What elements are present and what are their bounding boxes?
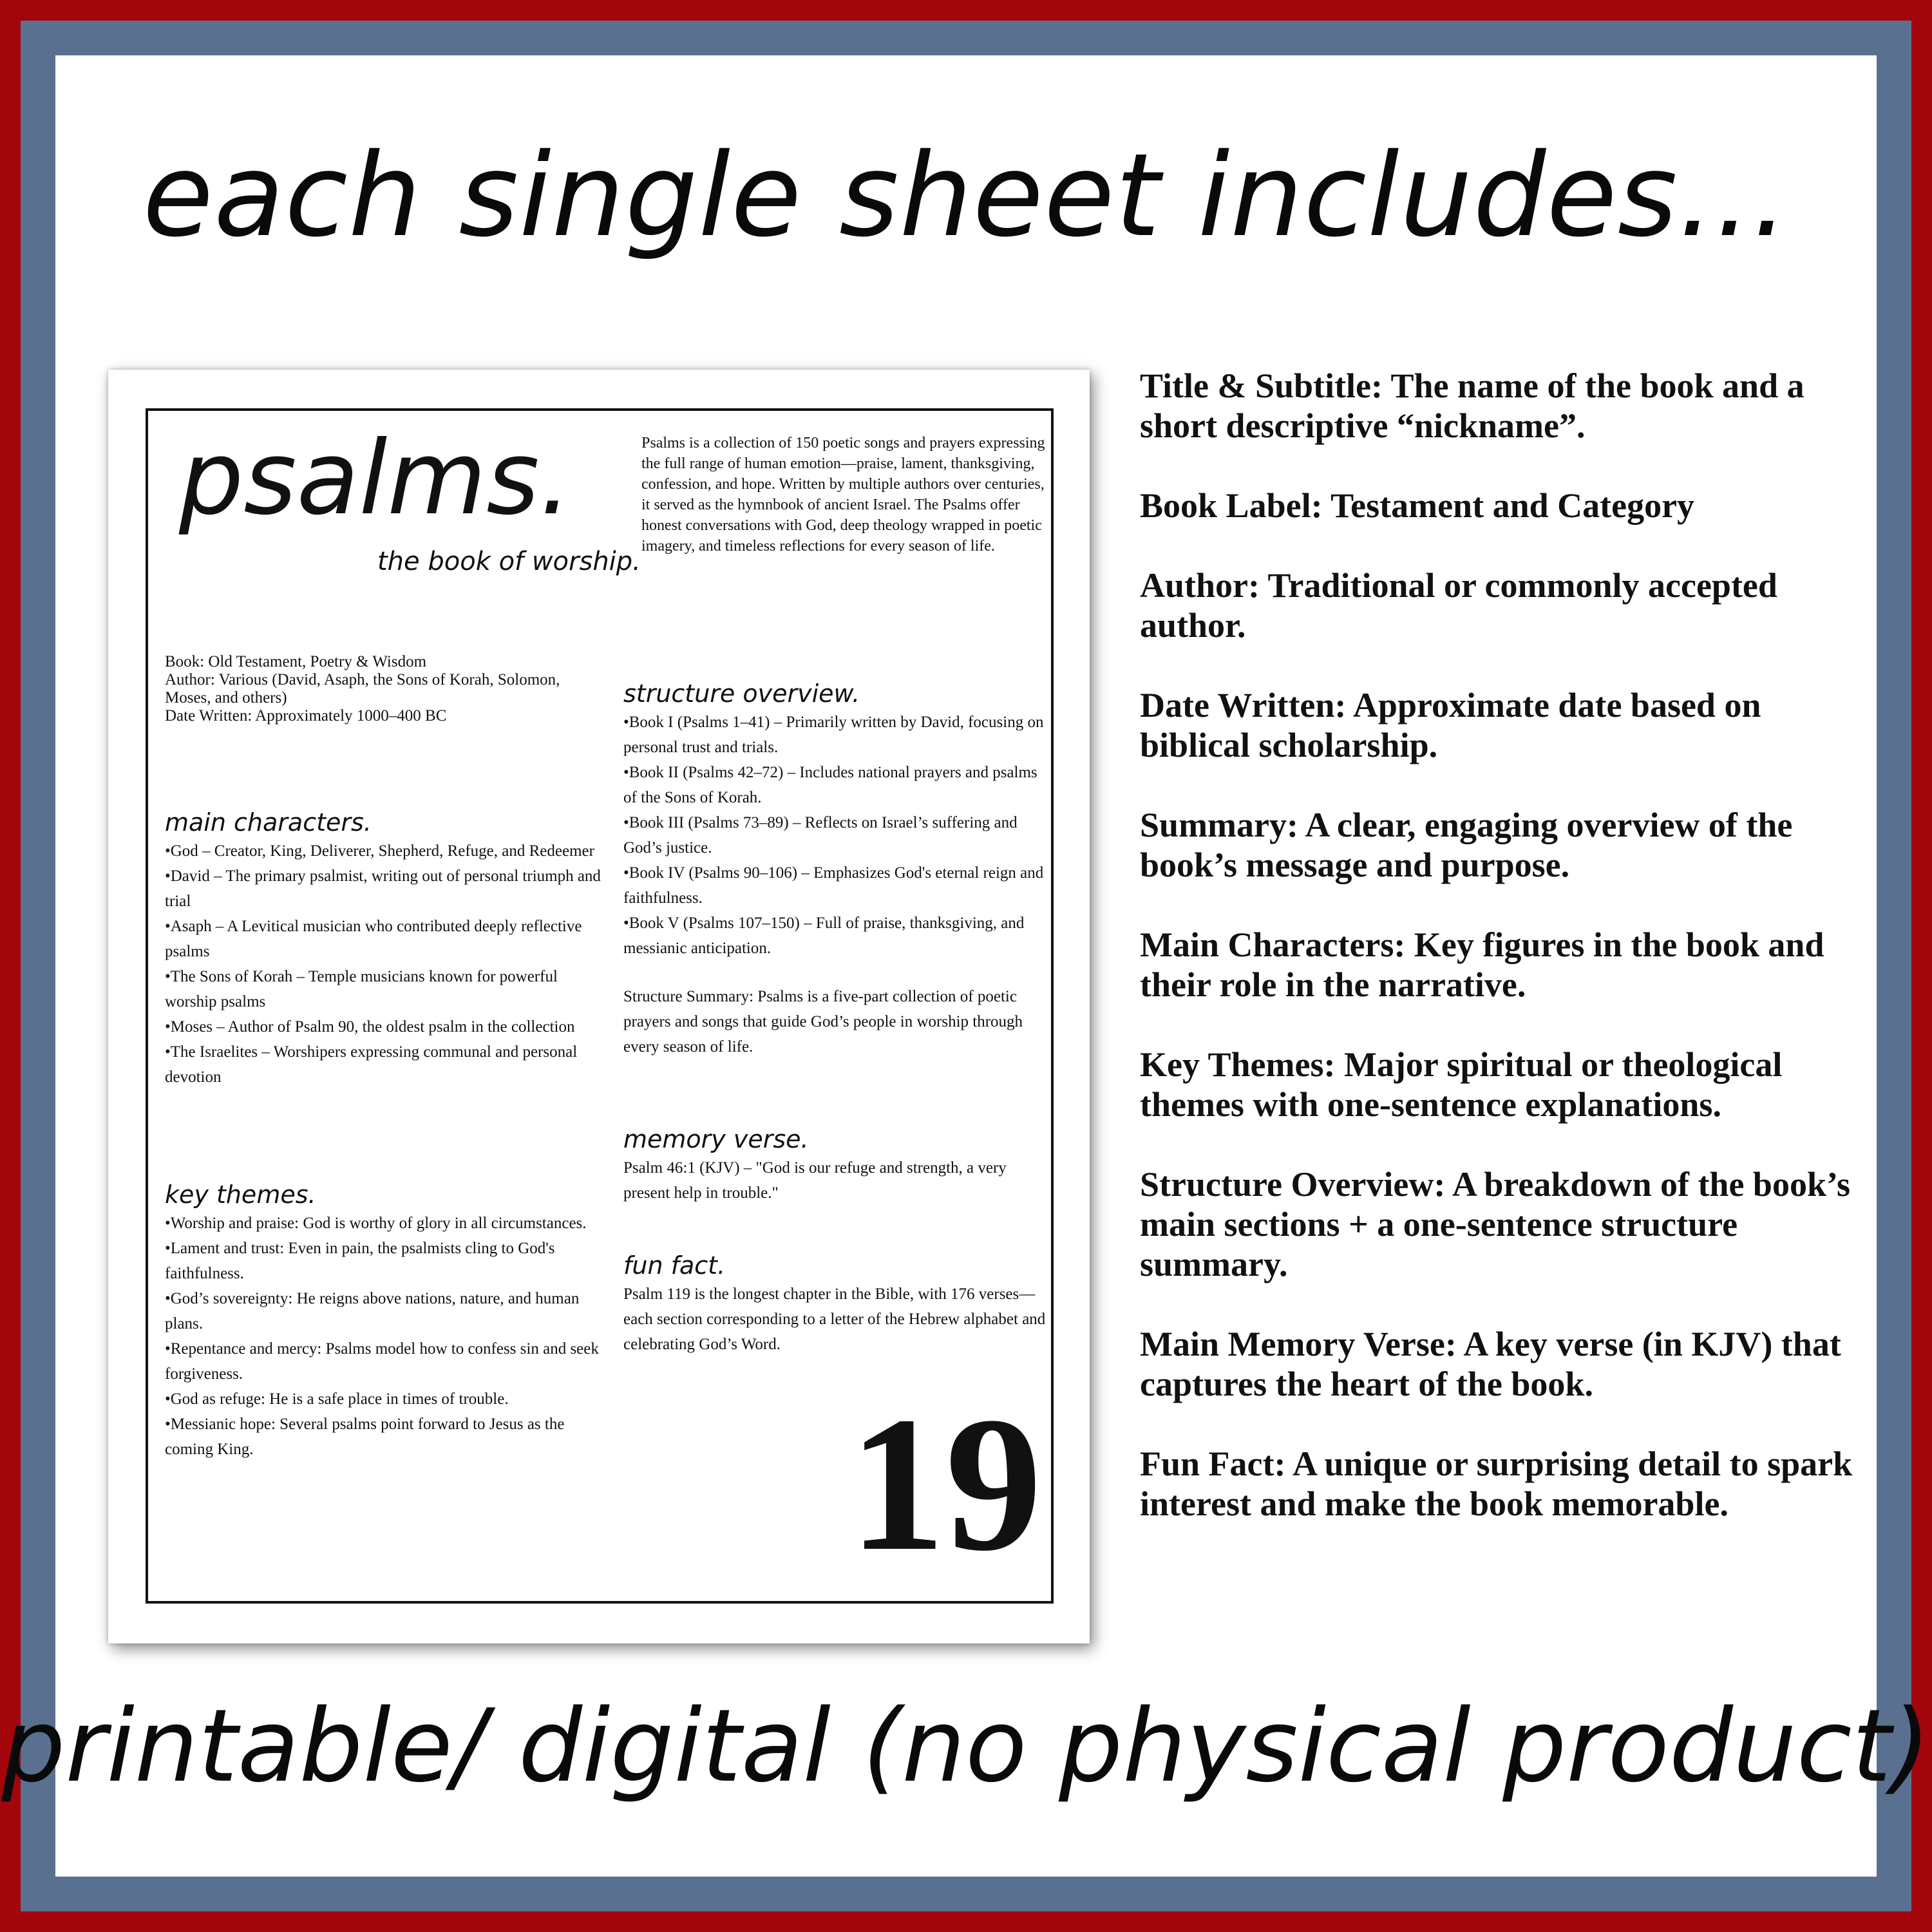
meta-date: Date Written: Approximately 1000–400 BC (165, 707, 447, 724)
structure-summary: Structure Summary: Psalms is a five-part collection of poetic prayers and songs that guide God’s people in worship through every season of life. (623, 988, 1023, 1056)
memory-verse-section (623, 1124, 1048, 1206)
features-list (1140, 366, 1868, 1564)
list-item: •Book II (Psalms 42–72) – Includes national prayers and psalms of the Sons of Korah. (623, 764, 1037, 806)
feature-item: Key Themes: Major spiritual or theological themes with one-sentence explanations. (1140, 1045, 1783, 1124)
feature-item: Summary: A clear, engaging overview of the book’s message and purpose. (1140, 806, 1793, 884)
feature-item: Date Written: Approximate date based on biblical scholarship. (1140, 686, 1761, 764)
feature-item: Main Memory Verse: A key verse (in KJV) that captures the heart of the book. (1140, 1325, 1841, 1403)
structure-list (623, 710, 1048, 1059)
list-item: •Book III (Psalms 73–89) – Reflects on Israel’s suffering and God’s justice. (623, 814, 1018, 857)
structure-section (623, 679, 1048, 1059)
sheet-meta (165, 653, 603, 725)
memory-verse-text: Psalm 46:1 (KJV) – "God is our refuge and strength, a very present help in trouble." (623, 1159, 1007, 1202)
list-item: •Asaph – A Levitical musician who contributed deeply reflective psalms (165, 918, 582, 960)
headline-bottom: printable/ digital (no physical product) (1, 1687, 1931, 1804)
sheet-subtitle: the book of worship. (377, 547, 641, 576)
feature-item: Author: Traditional or commonly accepted author. (1140, 566, 1777, 645)
list-item: •The Sons of Korah – Temple musicians known for powerful worship psalms (165, 968, 558, 1010)
feature-item: Title & Subtitle: The name of the book and a short descriptive “nickname”. (1140, 366, 1804, 445)
key-themes-list (165, 1211, 609, 1462)
feature-item: Main Characters: Key figures in the book and their role in the narrative. (1140, 925, 1824, 1004)
list-item: •Book IV (Psalms 90–106) – Emphasizes God's eternal reign and faithfulness. (623, 864, 1044, 907)
sheet-title: psalms. (179, 419, 572, 538)
list-item: •Book V (Psalms 107–150) – Full of praise, thanksgiving, and messianic anticipation. (623, 914, 1025, 957)
main-characters-section (165, 808, 609, 1090)
memory-verse-heading: memory verse. (623, 1125, 809, 1153)
list-item: •David – The primary psalmist, writing out of personal triumph and trial (165, 867, 601, 910)
main-characters-heading: main characters. (165, 808, 372, 837)
list-item: •The Israelites – Worshipers expressing communal and personal devotion (165, 1043, 578, 1086)
fun-fact-section (623, 1251, 1048, 1357)
list-item: •Worship and praise: God is worthy of glory in all circumstances. (165, 1215, 587, 1232)
fun-fact-text: Psalm 119 is the longest chapter in the Bible, with 176 verses—each section corresponding to a letter of the Hebrew alphabet and celebrating God’s Word. (623, 1285, 1046, 1353)
feature-item: Fun Fact: A unique or surprising detail to spark interest and make the book memorable. (1140, 1444, 1853, 1523)
sheet-summary: Psalms is a collection of 150 poetic songs and prayers expressing the full range of human emotion—praise, lament, thanksgiving, confession, and hope. Written by multiple authors over centuries, it served as the hymnbook of ancient Israel. The Psalms offer honest conversations with God, deep theology wrapped in poetic imagery, and timeless reflections for every season of life. (641, 435, 1045, 554)
feature-item: Structure Overview: A breakdown of the book’s main sections + a one-sentence structure summary. (1140, 1165, 1850, 1283)
list-item: •Lament and trust: Even in pain, the psalmists cling to God's faithfulness. (165, 1240, 555, 1282)
list-item: •Messianic hope: Several psalms point forward to Jesus as the coming King. (165, 1416, 565, 1458)
key-themes-section (165, 1180, 609, 1462)
fun-fact-heading: fun fact. (623, 1251, 726, 1280)
meta-book: Book: Old Testament, Poetry & Wisdom (165, 653, 427, 670)
list-item: •God – Creator, King, Deliverer, Shepherd, Refuge, and Redeemer (165, 842, 594, 860)
list-item: •God’s sovereignty: He reigns above nations, nature, and human plans. (165, 1290, 580, 1332)
list-item: •Repentance and mercy: Psalms model how to confess sin and seek forgiveness. (165, 1340, 599, 1383)
structure-heading: structure overview. (623, 679, 860, 708)
key-themes-heading: key themes. (165, 1180, 316, 1209)
meta-author: Author: Various (David, Asaph, the Sons of Korah, Solomon, Moses, and others) (165, 671, 560, 706)
feature-item: Book Label: Testament and Category (1140, 486, 1695, 525)
sample-sheet (108, 370, 1090, 1643)
main-characters-list (165, 838, 609, 1090)
list-item: •God as refuge: He is a safe place in times of trouble. (165, 1390, 509, 1408)
book-number: 19 (849, 1377, 1042, 1591)
list-item: •Moses – Author of Psalm 90, the oldest psalm in the collection (165, 1018, 575, 1036)
list-item: •Book I (Psalms 1–41) – Primarily written by David, focusing on personal trust and trials. (623, 714, 1044, 756)
headline-top: each single sheet includes... (142, 129, 1790, 262)
